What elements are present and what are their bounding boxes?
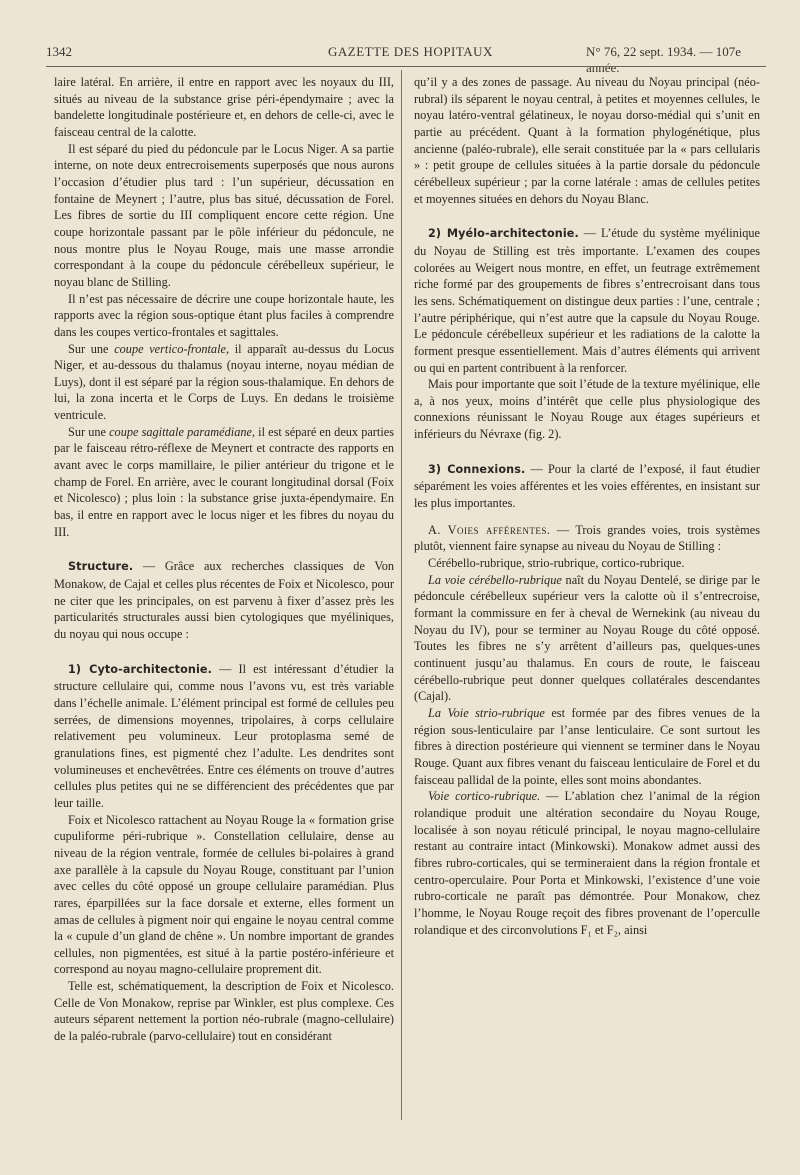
paragraph: Sur une coupe vertico-frontale, il apparaît au-dessus du Locus Niger, et au-dessous du thalamus (noyau interne, noyau médian de Luys), dont il est séparé par la région sous-thalamique. En dehors de lui, la zona incerta et le Corps de Luys. En dedans le troisième ventricule. — [54, 341, 394, 423]
voies-afferentes: A. Voies afférentes. — Trois grandes voies, trois systèmes plutôt, viennent faire synapse au niveau du Noyau de Stilling : — [414, 522, 760, 554]
italic-term: La — [428, 705, 448, 720]
header-rule — [46, 66, 766, 67]
paragraph: La Voie strio-rubrique est formée par des fibres venues de la région sous-lenticulaire par l’anse lenticulaire. Ce sont surtout les fibres à direction postérieure qui viennent se terminer dans le Noyau Rouge. Quant aux fibres venant du faisceau lenticulaire de Forel et du faisceau pallidal de la pointe, elles sont moins abondantes. — [414, 705, 760, 787]
subsection-cyto: 1) Cyto-architectonie. — Il est intéressant d’étudier la structure cellulaire qui, comme nous l’avons vu, est très variable dans l’échelle animale. L’élément principal est formé de cellules peu serrées, de dimensions moyennes, tripolaires, à corps cellulaire relativement peu volumineux. Leur protoplasma semé de granulations fines, est pigmenté chez l’adulte. Les dendrites sont volumineuses et enchevêtrées. Entre ces éléments on trouve d’autres cellules plus petites qui ne se différencient des précédentes que par leur taille. — [54, 661, 394, 810]
subsection-heading: 1) Cyto-architectonie. — [68, 662, 212, 676]
italic-term: Voie cortico-rubrique. — [428, 789, 541, 804]
right-column — [414, 74, 760, 938]
subsection-connexions: 3) Connexions. — Pour la clarté de l’exposé, il faut étudier séparément les voies afférentes et les voies efférentes, en insistant sur les plus importantes. — [414, 461, 760, 511]
italic-term: coupe vertico-frontale — [114, 341, 226, 356]
section-heading: Structure. — [68, 560, 134, 574]
italic-term: coupe sagittale paramédiane — [109, 424, 252, 439]
column-divider — [401, 70, 402, 1120]
subsection-heading: 2) Myélo-architectonie. — [428, 227, 579, 241]
section-structure: Structure. — Grâce aux recherches classiques de Von Monakow, de Cajal et celles plus récentes de Foix et Nicolesco, pour ne citer que les principales, on est parvenu à fixer d’assez près les particularités structurales aussi bien cytologiques que myéliniques, du noyau qui nous occupe : — [54, 559, 394, 641]
paragraph: laire latéral. En arrière, il entre en rapport avec les noyaux du III, situés au niveau de la substance grise péri-épendymaire ; avec la bandelette longitudinale postérieure et, en dehors de celle-ci, avec le faisceau central de la calotte. — [54, 75, 394, 139]
paragraph: La voie cérébello-rubrique naît du Noyau Dentelé, se dirige par le pédoncule cérébelleux supérieur vers la calotte où il s’entrecroise, formant la commissure en fer à cheval de Wernekink (au niveau du Noyau du IV), pour se terminer au Noyau Rouge du côté opposé. Toutes les fibres ne s’y arrêtent d’ailleurs pas, quelques-unes continuent jusqu’au thalamus. En cours de route, le faisceau cérébello-rubrique peut donner quelques collatérales descendantes (Cajal). — [414, 572, 760, 704]
paragraph: Il n’est pas nécessaire de décrire une coupe horizontale haute, les rapports avec la région sous-optique étant plus faciles à comprendre dans les coupes vertico-frontales et sagittales. — [54, 291, 394, 339]
italic-term: La voie cérébello-rubrique — [428, 572, 562, 587]
paragraph: Voie cortico-rubrique. — L’ablation chez l’animal de la région rolandique produit une altération secondaire du Noyau Rouge, localisée à son noyau réticulé principal, le noyau magno-cellulaire restant au contraire intact (Minkowski). Monakow admet aussi des fibres rubro-corticales, qui se termineraient dans la région frontale et centro-operculaire. Pour Porta et Minkowski, l’existence d’une voie rubro-corticale ne paraît pas démontrée. Pour Monakow, chez l’homme, le Noyau Rouge reçoit des fibres provenant de l’operculle rolandique et des circonvolutions F₁ et F₂, ainsi — [414, 789, 760, 937]
page-header — [46, 44, 762, 75]
subsection-heading: 3) Connexions. — [428, 462, 526, 476]
afferent-list: Cérébello-rubrique, strio-rubrique, cortico-rubrique. — [428, 556, 685, 571]
issue-info: N° 76, 22 sept. 1934. — 107e année. — [586, 44, 742, 75]
italic-term: Voie strio-rubrique — [447, 705, 545, 720]
journal-title: GAZETTE DES HOPITAUX — [328, 44, 493, 59]
subsection-myelo: 2) Myélo-architectonie. — L’étude du système myélinique du Noyau de Stilling est très importante. L’examen des coupes colorées au Weigert nous montre, en effet, un feutrage extrêmement riche formé par des groupements de fibres s’entrecroisant dans tous les sens. Schématiquement on distingue deux parties : l’une, centrale ; l’autre périphérique, qui n’est autre que la capsule du Noyau Rouge. Le pédoncule cérébelleux supérieur et les radiations de la calotte la forment presque essentiellement. Mais d’autres éléments qui arrivent ou qui en partent contribuent à la renforcer. — [414, 226, 760, 375]
paragraph: qu’il y a des zones de passage. Au niveau du Noyau principal (néo-rubral) ils séparent le noyau central, à petites et moyennes cellules, le noyau latéro-ventral gélatineux, le noyau dorso-médial qui s’unit en partie au précédent. Quant à la formation phylogénétique, plus ancienne (paléo-rubrale), elle serait constituée par la « pars cellularis » : petit groupe de cellules situées à la partie dorsale du pédoncule cérébelleux supérieur ; par la corne latérale : amas de cellules petites et moyennes situées en dehors du Noyau Blanc. — [414, 75, 760, 206]
subsection-label: A. Voies afférentes. — [428, 522, 551, 537]
paragraph: Telle est, schématiquement, la description de Foix et Nicolesco. Celle de Von Monakow, reprise par Winkler, est plus complexe. Ces auteurs séparent nettement la portion néo-rubrale (magno-cellulaire) de la paléo-rubrale (parvo-cellulaire) tout en considérant — [54, 979, 394, 1044]
left-column — [54, 74, 394, 1045]
paragraph: Sur une coupe sagittale paramédiane, il est séparé en deux parties par le faisceau rétro-réflexe de Meynert et contracte des rapports en avant avec le corps mamillaire, le pilier antérieur du trigone et le champ de Forel. En arrière, avec le courant longitudinal dorsal (Foix et Nicolesco) ; plus loin : la substance grise juxta-épendymaire. En bas, il entre en rapport avec le locus niger et les fibres du noyau du III. — [54, 424, 394, 539]
paragraph: Mais pour importante que soit l’étude de la texture myélinique, elle a, à nos yeux, moins d’intérêt que celle plus physiologique des connexions réunissant le Noyau Rouge aux étages supérieurs et inférieurs du Névraxe (fig. 2). — [414, 377, 760, 442]
page-number: 1342 — [46, 44, 72, 59]
paragraph: Foix et Nicolesco rattachent au Noyau Rouge la « formation grise cupuliforme péri-rubrique ». Constellation cellulaire, dense au niveau de la région ventrale, formée de cellules bi-polaires à grand axe parallèle à la capsule du Noyau Rouge, constituant par l’union avec celles du côté opposé un groupe cellulaire paramédian. Plus rares, éparpillées sur la face dorsale et externe, elles forment un amas de cellules à pigment noir qui engaine le noyau central comme la « cupule d’un gland de chêne ». Un nombre important de grandes cellules, non pigmentées, est situé à la partie postéro-inférieure et correspond au noyau magno-cellulaire proprement dit. — [54, 812, 394, 977]
paragraph: Il est séparé du pied du pédoncule par le Locus Niger. A sa partie interne, on note deux entrecroisements superposés que nous aurons l’occasion d’étudier plus tard : l’un supérieur, décussation en fontaine de Meynert ; l’autre, plus bas situé, décussation de Forel. Les fibres de sortie du III compliquent encore cette région. Une coupe horizontale passant par le pôle inférieur du pédoncule, ne nous montre plus le Noyau Rouge, mais une masse arrondie correspondant à la coupe du pédoncule cérébelleux supérieur, le noyau blanc de Stilling. — [54, 141, 394, 289]
